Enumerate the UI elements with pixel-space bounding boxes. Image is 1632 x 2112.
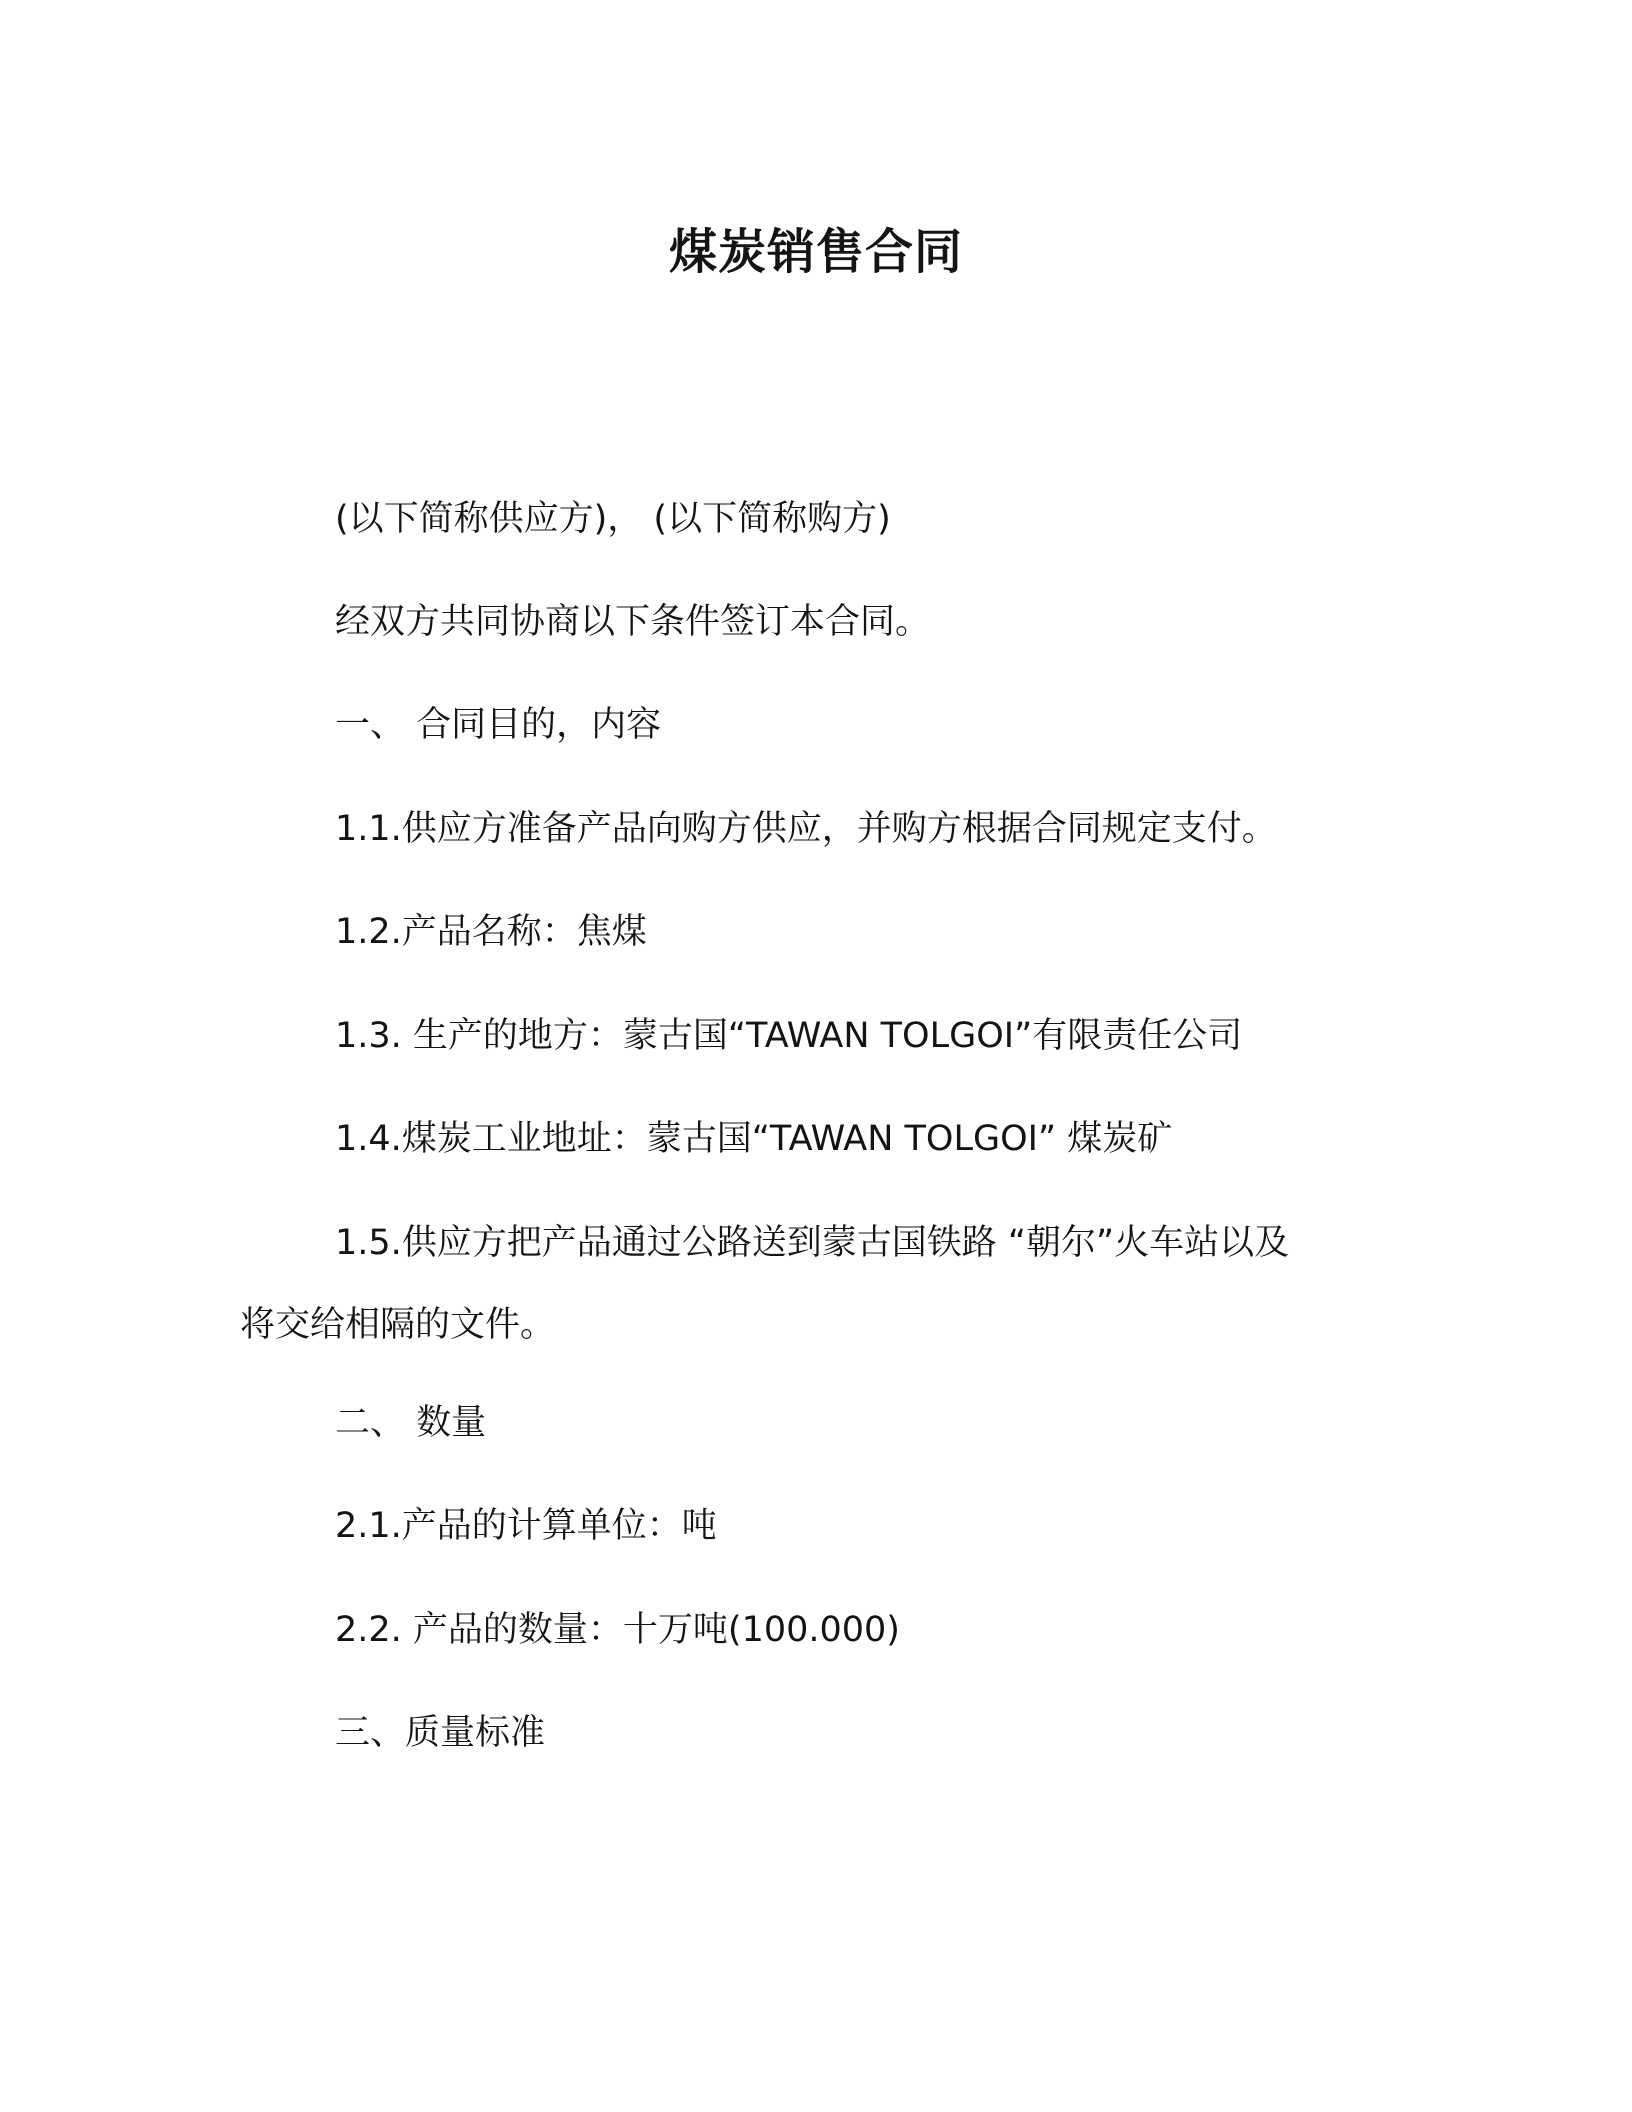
section-2-heading: 二、 数量 bbox=[335, 1403, 487, 1443]
parties-paragraph: (以下简称供应方)， (以下简称购方) bbox=[335, 499, 891, 539]
intro-paragraph: 经双方共同协商以下条件签订本合同。 bbox=[335, 602, 931, 642]
section-1-heading: 一、 合同目的，内容 bbox=[335, 705, 662, 745]
clause-1-5 bbox=[240, 1220, 1390, 1348]
section-3-heading: 三、质量标准 bbox=[335, 1713, 546, 1753]
clause-1-4: 1.4.煤炭工业地址：蒙古国“TAWAN TOLGOI” 煤炭矿 bbox=[335, 1119, 1173, 1159]
clause-1-3: 1.3. 生产的地方：蒙古国“TAWAN TOLGOI”有限责任公司 bbox=[335, 1016, 1243, 1056]
clause-1-5-line-2: 将交给相隔的文件。 bbox=[240, 1305, 556, 1345]
document-title: 煤炭销售合同 bbox=[668, 224, 963, 280]
clause-1-2: 1.2.产品名称：焦煤 bbox=[335, 912, 647, 952]
clause-1-5-line-1: 1.5.供应方把产品通过公路送到蒙古国铁路 “朝尔”火车站以及 bbox=[335, 1223, 1290, 1263]
clause-1-1: 1.1.供应方准备产品向购方供应，并购方根据合同规定支付。 bbox=[335, 809, 1277, 849]
clause-2-2: 2.2. 产品的数量：十万吨(100.000) bbox=[335, 1610, 900, 1650]
clause-2-1: 2.1.产品的计算单位：吨 bbox=[335, 1506, 717, 1546]
